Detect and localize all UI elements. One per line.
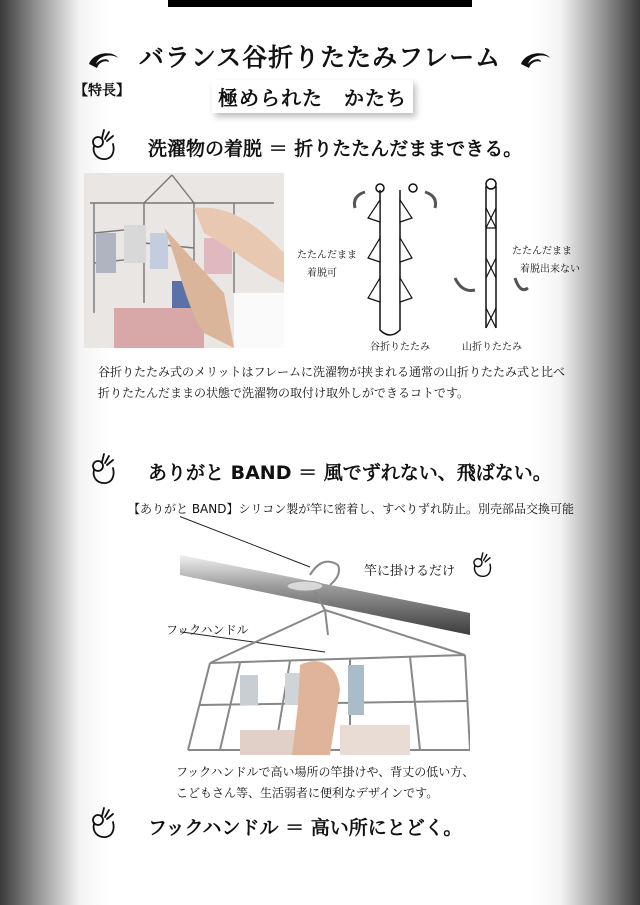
section1-heading: 洗濯物の着脱 ＝ 折りたたんだままできる。 <box>148 138 523 160</box>
ok-hand-icon <box>88 452 118 486</box>
folding-frame-illustration <box>84 173 284 348</box>
left-note-line2: 着脱可 <box>307 268 337 279</box>
left-note-line1: たたんだまま <box>297 250 357 261</box>
page-title <box>0 38 640 74</box>
swirl-icon <box>519 48 553 70</box>
right-note-line1: たたんだまま <box>512 246 572 257</box>
valley-fold-label: 谷折りたたみ <box>370 342 430 353</box>
ok-hand-icon <box>88 128 118 162</box>
mountain-fold-label: 山折りたたみ <box>462 342 522 353</box>
folding-frame-photo <box>84 173 284 348</box>
section2-description-line1: フックハンドルで高い場所の竿掛けや、背丈の低い方、 <box>176 765 475 779</box>
ok-hand-icon <box>470 550 494 580</box>
feature-tag: 【特長】 <box>74 83 130 99</box>
section1-description-line2: 折りたたんだままの状態で洗濯物の取付け取外しができるコトです。 <box>98 386 470 400</box>
right-note-line2: 着脱出来ない <box>520 264 580 275</box>
pole-label: 竿に掛けるだけ <box>364 564 456 579</box>
ok-hand-icon <box>88 806 118 840</box>
swirl-icon <box>87 48 121 70</box>
title-text: バランス谷折りたたみフレーム <box>138 43 502 72</box>
hook-handle-label: フックハンドル <box>166 623 249 637</box>
section2-heading: ありがと BAND ＝ 風でずれない、飛ばない。 <box>148 462 552 484</box>
band-note: 【ありがと BAND】シリコン製が竿に密着し、すべりずれ防止。別売部品交換可能 <box>128 502 574 516</box>
section1-description-line1: 谷折りたたみ式のメリットはフレームに洗濯物が挟まれる通常の山折りたたみ式と比べ <box>98 365 566 379</box>
top-bar <box>168 0 472 7</box>
subtitle: 極められた かたち <box>212 80 413 113</box>
section3-heading: フックハンドル ＝ 高い所にとどく。 <box>148 817 463 839</box>
section2-description-line2: こどもさん等、生活弱者に便利なデザインです。 <box>176 786 439 800</box>
